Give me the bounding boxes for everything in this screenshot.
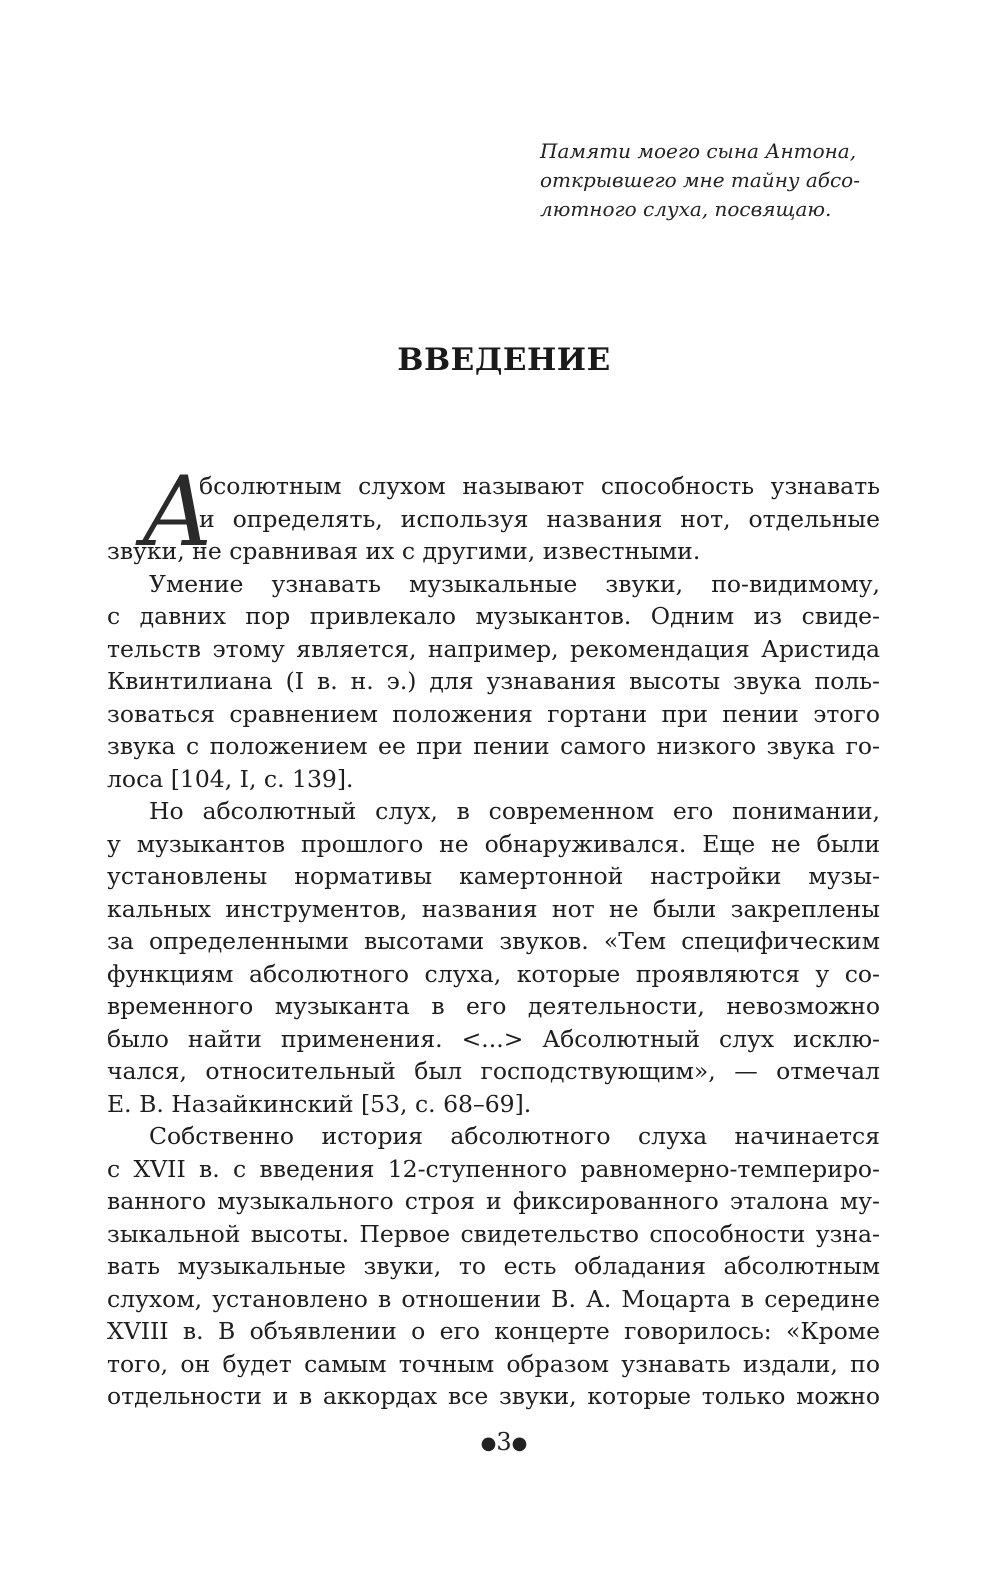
text-line: с XVII в. с введения 12-ступенного равномерно-темпериро- [107, 1154, 880, 1183]
text-line: Е. В. Назайкинский [53, с. 68–69]. [107, 1089, 532, 1118]
epigraph-line: Памяти моего сына Антона, [540, 139, 857, 163]
text-line: чался, относительный был господствующим», — отмечал [107, 1057, 880, 1085]
text-line: и определять, используя названия нот, отдельные [199, 504, 880, 533]
text-line: ванного музыкального строя и фиксированного эталона му- [107, 1187, 880, 1215]
text-line: установлены нормативы камертонной настройки музы- [107, 862, 880, 890]
text-line: Умение узнавать музыкальные звуки, по-видимому, [149, 569, 880, 598]
epigraph-line: лютного слуха, посвящаю. [540, 197, 832, 221]
text-line: у музыкантов прошлого не обнаруживался. Еще не были [107, 829, 880, 858]
epigraph [540, 137, 960, 224]
text-line: вать музыкальные звуки, то есть обладания абсолютным [107, 1252, 880, 1280]
text-line: Но абсолютный слух, в современном его понимании, [149, 797, 880, 825]
text-line: отдельности и в аккордах все звуки, которые только можно [107, 1382, 880, 1410]
drop-cap: А [141, 456, 214, 568]
text-line: XVIII в. В объявлении о его концерте говорилось: «Кроме [107, 1317, 880, 1345]
epigraph-line: открывшего мне тайну абсо- [540, 168, 860, 192]
text-line: звуки, не сравнивая их с другими, известными. [107, 537, 701, 565]
text-line: того, он будет самым точным образом узнавать издали, по [107, 1349, 880, 1378]
bullet-icon: ● [480, 1433, 497, 1454]
text-line: лоса [104, I, с. 139]. [107, 764, 354, 793]
page-number-value: 3 [496, 1428, 512, 1456]
text-line: зыкальной высоты. Первое свидетельство способности узна- [107, 1219, 880, 1248]
text-line: Квинтилиана (I в. н. э.) для узнавания высоты звука поль- [107, 667, 880, 695]
body-text [107, 456, 880, 1413]
bullet-icon: ● [511, 1433, 528, 1454]
text-line: кальных инструментов, названия нот не были закреплены [107, 894, 880, 923]
text-line: тельств этому является, например, рекомендация Аристида [107, 634, 880, 663]
chapter-title: ВВЕДЕНИЕ [397, 342, 611, 378]
text-line: бсолютным слухом называют способность узнавать [199, 472, 880, 500]
text-line: зоваться сравнением положения гортани при пении этого [107, 699, 880, 728]
text-line: функциям абсолютного слуха, которые проявляются у со- [107, 959, 880, 988]
text-line: с давних пор привлекало музыкантов. Одним из свиде- [107, 602, 880, 630]
text-line: временного музыканта в его деятельности, невозможно [107, 992, 880, 1020]
text-line: Собственно история абсолютного слуха начинается [149, 1122, 880, 1150]
page-number [0, 1428, 1008, 1456]
text-line: за определенными высотами звуков. «Тем специфическим [107, 927, 880, 955]
text-line: слухом, установлено в отношении В. А. Моцарта в середине [107, 1284, 880, 1313]
text-line: было найти применения. <...> Абсолютный слух исклю- [107, 1024, 880, 1053]
text-line: звука с положением ее при пении самого низкого звука го- [107, 732, 880, 760]
